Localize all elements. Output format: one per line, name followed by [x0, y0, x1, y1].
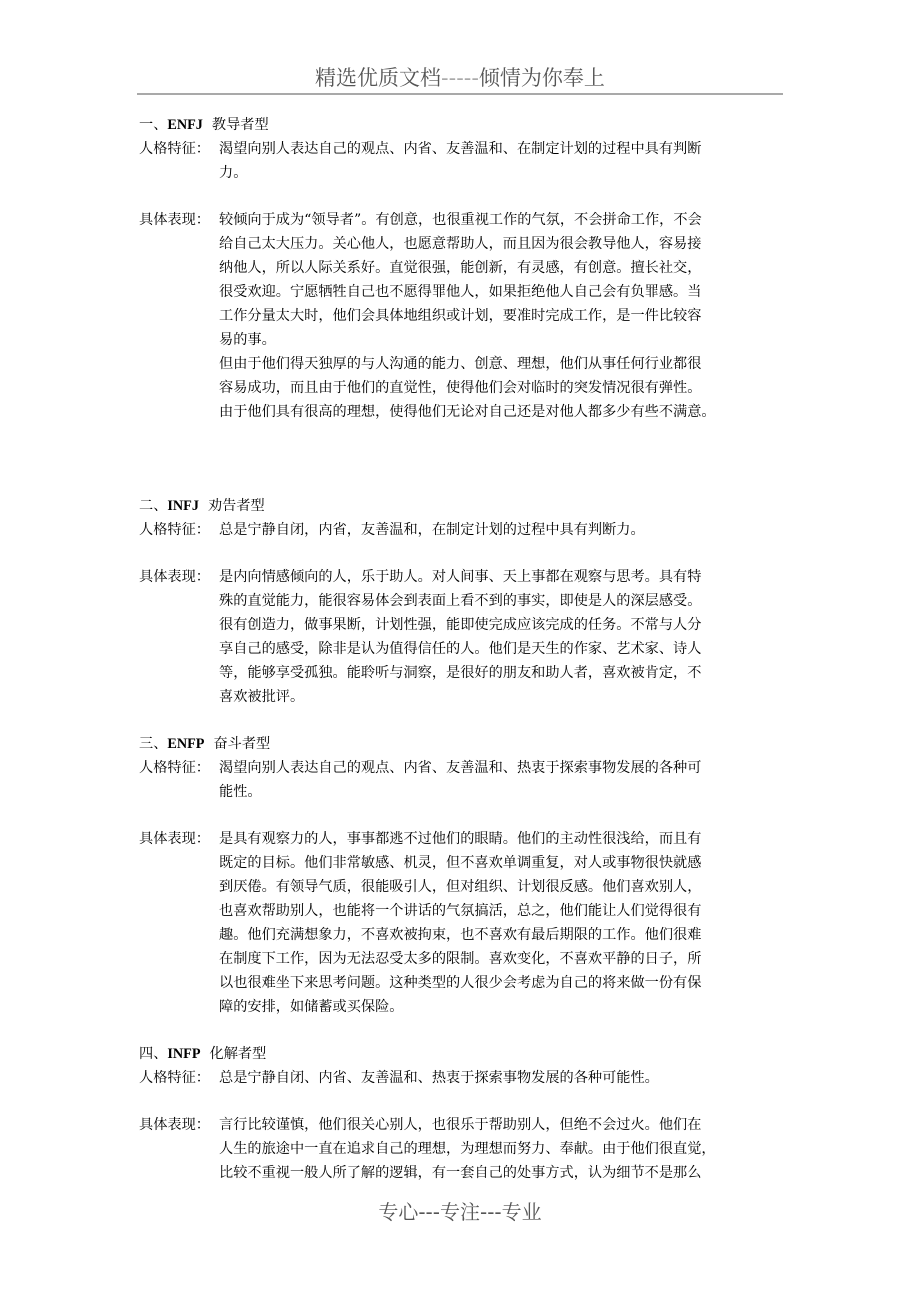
trait-text: [219, 518, 789, 542]
behavior-text: [219, 1113, 789, 1185]
text-line: 给自己太大压力。关心他人，也愿意帮助人，而且因为很会教导他人，容易接: [219, 236, 702, 252]
page-footer: 专心---专注---专业: [378, 1200, 542, 1224]
text-line: 总是宁静自闭，内省，友善温和，在制定计划的过程中具有判断力。: [219, 522, 645, 538]
trait-label: 人格特征：: [139, 141, 210, 157]
type-code: INFP: [167, 1046, 201, 1062]
text-line: 也喜欢帮助别人，也能将一个讲话的气氛搞活，总之，他们能让人们觉得很有: [219, 903, 702, 919]
spacer: [139, 1090, 789, 1113]
text-line: 渴望向别人表达自己的观点、内省、友善温和、热衷于探索事物发展的各种可: [219, 760, 702, 776]
trait-label: 人格特征：: [139, 1070, 210, 1086]
header-divider: [137, 93, 783, 95]
behavior-row: [139, 1113, 789, 1185]
text-line: 喜欢被批评。: [219, 689, 305, 705]
trait-row: [139, 518, 789, 542]
spacer: [139, 471, 789, 494]
behavior-text: [219, 565, 789, 709]
trait-label: 人格特征：: [139, 760, 210, 776]
text-line: 以也很难坐下来思考问题。这种类型的人很少会考虑为自己的将来做一份有保: [219, 975, 702, 991]
text-line: 是具有观察力的人，事事都逃不过他们的眼睛。他们的主动性很浅给，而且有: [219, 831, 702, 847]
spacer: [139, 424, 789, 471]
text-line: 很受欢迎。宁愿牺牲自己也不愿得罪他人，如果拒绝他人自己会有负罪感。当: [219, 284, 702, 300]
page-header: 精选优质文档-----倾情为你奉上: [315, 66, 605, 90]
text-line: 人生的旅途中一直在追求自己的理想，为理想而努力、奉献。由于他们很直觉，: [219, 1141, 716, 1157]
text-line: 工作分量太大时，他们会具体地组织或计划，要准时完成工作，是一件比较容: [219, 308, 702, 324]
text-line: 但由于他们得天独厚的与人沟通的能力、创意、理想，他们从事任何行业都很: [219, 356, 702, 372]
text-line: 是内向情感倾向的人，乐于助人。对人间事、天上事都在观察与思考。具有特: [219, 569, 702, 585]
section-title: [139, 494, 789, 518]
behavior-row: [139, 565, 789, 709]
text-line: 很有创造力，做事果断，计划性强，能即使完成应该完成的任务。不常与人分: [219, 617, 702, 633]
text-line: 较倾向于成为“领导者”。有创意，也很重视工作的气氛，不会拼命工作，不会: [219, 212, 702, 228]
trait-text: [219, 137, 789, 185]
behavior-label: 具体表现：: [139, 569, 210, 585]
spacer: [139, 542, 789, 565]
section-enfp: [139, 732, 789, 1019]
type-code: INFJ: [167, 498, 199, 514]
text-line: 障的安排，如储蓄或买保险。: [219, 999, 404, 1015]
type-name: 化解者型: [209, 1046, 267, 1062]
text-line: 力。: [219, 165, 248, 181]
trait-label: 人格特征：: [139, 522, 210, 538]
type-name: 劝告者型: [207, 498, 265, 514]
section-title: [139, 113, 789, 137]
section-title: [139, 1042, 789, 1066]
section-number: 四、: [139, 1046, 168, 1062]
text-line: 纳他人，所以人际关系好。直觉很强，能创新，有灵感，有创意。擅长社交，: [219, 260, 702, 276]
trait-row: [139, 137, 789, 185]
trait-text: [219, 1066, 789, 1090]
text-line: 容易成功，而且由于他们的直觉性，使得他们会对临时的突发情况很有弹性。: [219, 380, 702, 396]
text-line: 易的事。: [219, 332, 276, 348]
section-number: 一、: [139, 117, 168, 133]
text-line: 渴望向别人表达自己的观点、内省、友善温和、在制定计划的过程中具有判断: [219, 141, 702, 157]
spacer: [139, 1019, 789, 1042]
text-line: 趣。他们充满想象力，不喜欢被拘束，也不喜欢有最后期限的工作。他们很难: [219, 927, 702, 943]
spacer: [139, 709, 789, 732]
section-enfj: [139, 113, 789, 424]
text-line: 殊的直觉能力，能很容易体会到表面上看不到的事实，即使是人的深层感受。: [219, 593, 702, 609]
text-line: 比较不重视一般人所了解的逻辑，有一套自己的处事方式，认为细节不是那么: [219, 1165, 702, 1181]
text-line: 总是宁静自闭、内省、友善温和、热衷于探索事物发展的各种可能性。: [219, 1070, 659, 1086]
spacer: [139, 804, 789, 827]
trait-row: [139, 1066, 789, 1090]
behavior-text: [219, 208, 789, 424]
text-line: 既定的目标。他们非常敏感、机灵，但不喜欢单调重复，对人或事物很快就感: [219, 855, 702, 871]
type-code: ENFJ: [167, 117, 203, 133]
text-line: 能性。: [219, 784, 262, 800]
text-line: 到厌倦。有领导气质，很能吸引人，但对组织、计划很反感。他们喜欢别人，: [219, 879, 702, 895]
type-code: ENFP: [167, 736, 205, 752]
type-name: 教导者型: [211, 117, 269, 133]
type-name: 奋斗者型: [213, 736, 271, 752]
behavior-text: [219, 827, 789, 1019]
section-title: [139, 732, 789, 756]
section-infp: [139, 1042, 789, 1185]
section-number: 三、: [139, 736, 168, 752]
trait-text: [219, 756, 789, 804]
behavior-label: 具体表现：: [139, 831, 210, 847]
section-number: 二、: [139, 498, 168, 514]
text-line: 等，能够享受孤独。能聆听与洞察，是很好的朋友和助人者，喜欢被肯定，不: [219, 665, 702, 681]
behavior-label: 具体表现：: [139, 212, 210, 228]
section-infj: [139, 494, 789, 709]
behavior-row: [139, 208, 789, 424]
behavior-row: [139, 827, 789, 1019]
text-line: 在制度下工作，因为无法忍受太多的限制。喜欢变化，不喜欢平静的日子，所: [219, 951, 702, 967]
text-line: 享自己的感受，除非是认为值得信任的人。他们是天生的作家、艺术家、诗人: [219, 641, 702, 657]
trait-row: [139, 756, 789, 804]
behavior-label: 具体表现：: [139, 1117, 210, 1133]
text-line: 言行比较谨慎，他们很关心别人，也很乐于帮助别人，但绝不会过火。他们在: [219, 1117, 702, 1133]
document-body: [139, 113, 789, 1185]
spacer: [139, 185, 789, 208]
text-line: 由于他们具有很高的理想，使得他们无论对自己还是对他人都多少有些不满意。: [219, 404, 716, 420]
